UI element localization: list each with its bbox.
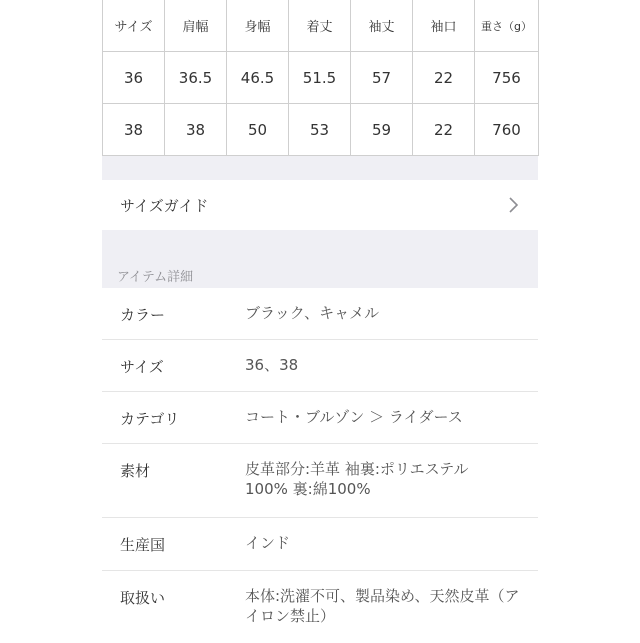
detail-row-color xyxy=(102,288,538,340)
chevron-right-icon xyxy=(506,196,520,214)
header-cell: 身幅 xyxy=(227,0,289,52)
header-cell: 重さ（g） xyxy=(475,0,539,52)
detail-label: 生産国 xyxy=(120,536,166,554)
table-cell: 51.5 xyxy=(289,52,351,104)
size-table-header xyxy=(103,0,539,52)
table-cell: 46.5 xyxy=(227,52,289,104)
detail-label: カラー xyxy=(120,306,166,324)
table-cell: 760 xyxy=(475,104,539,156)
detail-row-material xyxy=(102,444,538,518)
table-cell: 36.5 xyxy=(165,52,227,104)
header-cell: サイズ xyxy=(103,0,165,52)
size-guide-label: サイズガイド xyxy=(120,196,209,215)
header-cell: 袖口 xyxy=(413,0,475,52)
detail-value: 本体:洗濯不可、製品染め、天然皮革（アイロン禁止） xyxy=(245,587,520,625)
table-cell: 50 xyxy=(227,104,289,156)
detail-value: コート・ブルゾン ＞ ライダース xyxy=(245,408,463,426)
table-cell: 38 xyxy=(165,104,227,156)
header-cell: 袖丈 xyxy=(351,0,413,52)
table-cell: 53 xyxy=(289,104,351,156)
table-cell: 38 xyxy=(103,104,165,156)
detail-label: カテゴリ xyxy=(120,410,180,428)
detail-value: 皮革部分:羊革 袖裏:ポリエステル 100% 裏:綿100% xyxy=(245,460,469,498)
table-cell: 22 xyxy=(413,104,475,156)
table-cell: 57 xyxy=(351,52,413,104)
detail-row-origin xyxy=(102,518,538,571)
table-cell: 756 xyxy=(475,52,539,104)
table-row xyxy=(103,104,539,156)
table-cell: 59 xyxy=(351,104,413,156)
table-cell: 36 xyxy=(103,52,165,104)
detail-label: サイズ xyxy=(120,358,164,376)
detail-row-care xyxy=(102,571,538,643)
header-cell: 肩幅 xyxy=(165,0,227,52)
header-cell: 着丈 xyxy=(289,0,351,52)
section-title: アイテム詳細 xyxy=(117,270,194,285)
detail-value: 36、38 xyxy=(245,356,299,374)
size-guide-link[interactable] xyxy=(102,180,538,230)
detail-value: ブラック、キャメル xyxy=(245,304,380,322)
table-row xyxy=(103,52,539,104)
table-cell: 22 xyxy=(413,52,475,104)
detail-value: インド xyxy=(245,534,291,552)
detail-label: 取扱い xyxy=(120,589,166,607)
detail-label: 素材 xyxy=(120,462,151,480)
detail-row-size xyxy=(102,340,538,392)
section-divider xyxy=(102,156,538,180)
item-details-list xyxy=(102,288,538,643)
detail-row-category xyxy=(102,392,538,444)
size-table xyxy=(102,0,539,156)
